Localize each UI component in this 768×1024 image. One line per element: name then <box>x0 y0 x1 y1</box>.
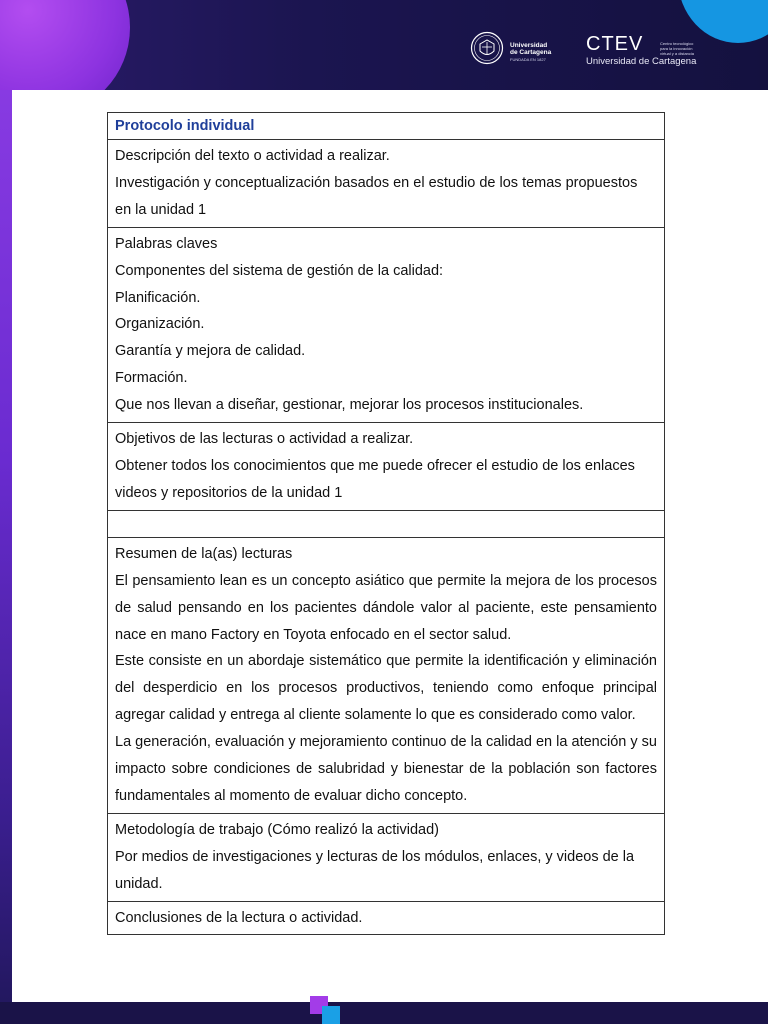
objectives-cell <box>108 423 665 511</box>
protocol-table <box>107 112 665 935</box>
udc-name-line1: Universidad <box>510 42 548 49</box>
title-cell <box>108 113 665 140</box>
ctev-tagline: Centro tecnológico para la innovación virtual y a distancia <box>660 41 695 56</box>
keywords-heading: Palabras claves <box>115 235 218 252</box>
keywords-line: Formación. <box>115 370 188 387</box>
footer-bar <box>0 1002 768 1024</box>
keywords-line: Componentes del sistema de gestión de la calidad: <box>115 262 444 279</box>
university-seal-icon <box>470 31 504 65</box>
empty-cell <box>108 510 665 537</box>
conclusions-heading: Conclusiones de la lectura o actividad. <box>115 909 363 926</box>
empty-row <box>108 510 665 537</box>
document-title: Protocolo individual <box>115 118 255 134</box>
left-gradient-border <box>0 0 12 1024</box>
methodology-cell <box>108 813 665 901</box>
keywords-line: Que nos llevan a diseñar, gestionar, mejorar los procesos institucionales. <box>115 397 584 414</box>
summary-paragraph: El pensamiento lean es un concepto asiático que permite la mejora de los procesos de salud pensando en los pacientes dándole valor al paciente, este pensamiento nace en mano Factory en Toyota enfocado en el sector salud. <box>115 572 657 643</box>
keywords-row <box>108 227 665 422</box>
description-text: Investigación y conceptualización basados en el estudio de los temas propuestos en la unidad 1 <box>115 174 638 218</box>
ctev-subtitle: Universidad de Cartagena <box>586 56 697 67</box>
keywords-line: Planificación. <box>115 289 201 306</box>
summary-paragraph: La generación, evaluación y mejoramiento continuo de la calidad en la atención y su impacto sobre condiciones de salubridad y bienestar de la población son factores fundamentales al momento de evaluar dicho concepto. <box>115 734 657 804</box>
header-banner <box>0 0 768 90</box>
objectives-heading: Objetivos de las lecturas o actividad a realizar. <box>115 431 414 448</box>
keywords-line: Garantía y mejora de calidad. <box>115 343 306 360</box>
objectives-text: Obtener todos los conocimientos que me puede ofrecer el estudio de los enlaces videos y repositorios de la unidad 1 <box>115 457 635 501</box>
universidad-de-cartagena-logo <box>470 30 560 70</box>
ctev-wordmark: CTEV <box>586 33 644 55</box>
description-heading: Descripción del texto o actividad a realizar. <box>115 148 390 164</box>
udc-name-line2: de Cartagena <box>510 49 552 56</box>
summary-paragraph: Este consiste en un abordaje sistemático que permite la identificación y eliminación del desperdicio en los procesos productivos, teniendo como enfoque principal agregar calidad y entrega al cliente solamente lo que es considerado como valor. <box>115 653 657 724</box>
methodology-heading: Metodología de trabajo (Cómo realizó la actividad) <box>115 821 440 838</box>
keywords-cell <box>108 227 665 422</box>
description-cell <box>108 140 665 228</box>
description-row <box>108 140 665 228</box>
cyan-square-decor <box>322 1006 340 1024</box>
ctev-logo <box>586 33 706 70</box>
methodology-row <box>108 813 665 901</box>
udc-founded: FUNDADA EN 1827 <box>510 57 546 62</box>
title-row <box>108 113 665 140</box>
methodology-text: Por medios de investigaciones y lecturas de los módulos, enlaces, y videos de la unidad. <box>115 848 635 892</box>
summary-heading: Resumen de la(as) lecturas <box>115 545 293 562</box>
purple-decor-circle <box>0 0 130 90</box>
summary-row <box>108 537 665 813</box>
document-page <box>12 90 768 1002</box>
summary-cell <box>108 537 665 813</box>
conclusions-cell <box>108 901 665 935</box>
udc-name <box>510 42 551 63</box>
keywords-line: Organización. <box>115 316 205 333</box>
conclusions-row <box>108 901 665 935</box>
objectives-row <box>108 423 665 511</box>
